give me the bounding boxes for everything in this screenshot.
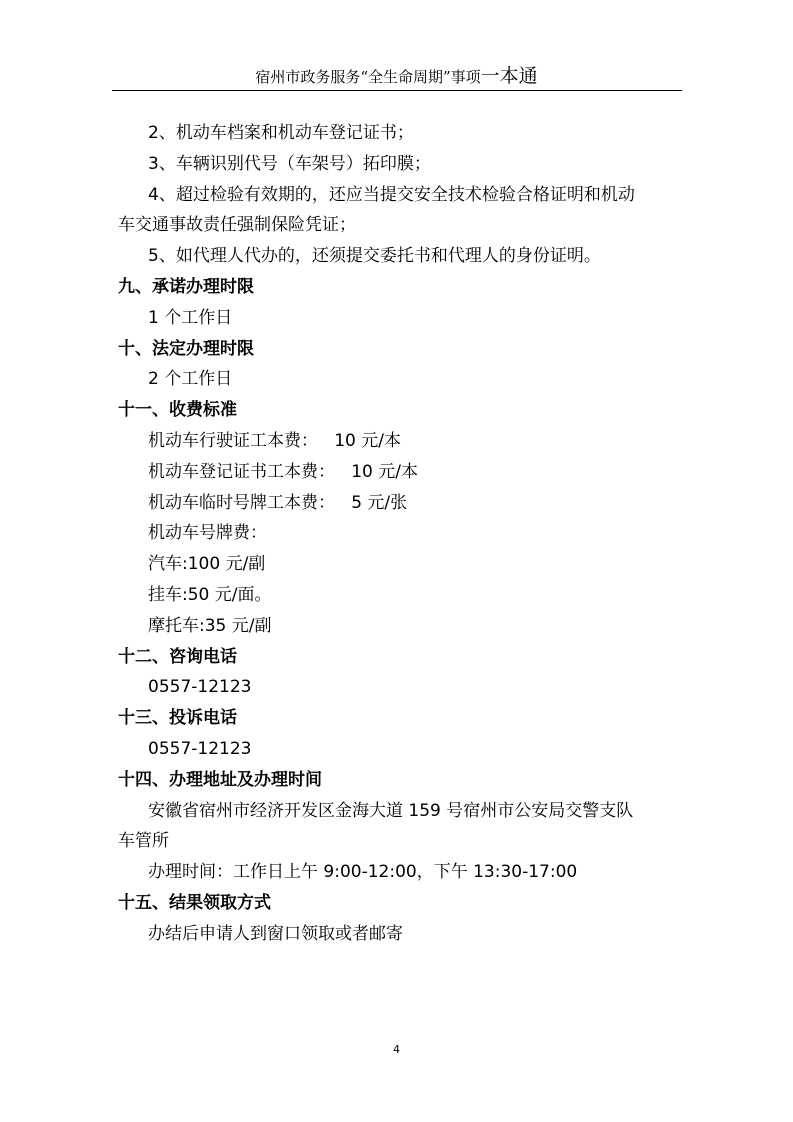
material-item-3: 3、车辆识别代号（车架号）拓印膜； [148,153,431,174]
office-address: 安徽省宿州市经济开发区金海大道 159 号宿州市公安局交警支队 [148,800,634,821]
office-address-cont: 车管所 [118,831,169,852]
promise-time-value: 1 个工作日 [148,307,233,328]
fee-registration: 机动车登记证书工本费： 10 元/本 [148,461,418,482]
fee-temp-plate: 机动车临时号牌工本费： 5 元/张 [148,492,408,513]
section-heading-12: 十二、咨询电话 [118,646,237,667]
legal-time-value: 2 个工作日 [148,369,233,390]
fee-plate-car: 汽车:100 元/副 [148,554,266,575]
header-rule [112,90,682,91]
office-hours: 办理时间：工作日上午 9:00-12:00，下午 13:30-17:00 [148,862,578,883]
section-heading-10: 十、法定办理时限 [118,338,254,359]
material-item-5: 5、如代理人代办的，还须提交委托书和代理人的身份证明。 [148,246,601,267]
fee-plate-trailer: 挂车:50 元/面。 [148,584,272,605]
consult-phone: 0557-12123 [148,677,252,698]
fee-license: 机动车行驶证工本费： 10 元/本 [148,430,401,451]
header-title: 宿州市政务服务“全生命周期”事项 [255,68,481,86]
document-body [118,118,688,950]
material-item-4-cont: 车交通事故责任强制保险凭证； [118,215,356,236]
material-item-4: 4、超过检验有效期的，还应当提交安全技术检验合格证明和机动 [148,184,635,205]
section-heading-11: 十一、收费标准 [118,400,237,421]
section-heading-13: 十三、投诉电话 [118,708,237,729]
section-heading-15: 十五、结果领取方式 [118,892,271,913]
material-item-2: 2、机动车档案和机动车登记证书； [148,123,414,143]
fee-plate-motorcycle: 摩托车:35 元/副 [148,615,272,636]
section-heading-9: 九、承诺办理时限 [118,276,254,297]
complaint-phone: 0557-12123 [148,738,252,759]
fee-plate-label: 机动车号牌费： [148,523,267,544]
section-heading-14: 十四、办理地址及办理时间 [118,769,322,790]
page-number: 4 [393,1043,400,1056]
header-title-tail: 一本通 [480,65,538,87]
result-method: 办结后申请人到窗口领取或者邮寄 [148,923,403,944]
page-header [0,61,793,88]
